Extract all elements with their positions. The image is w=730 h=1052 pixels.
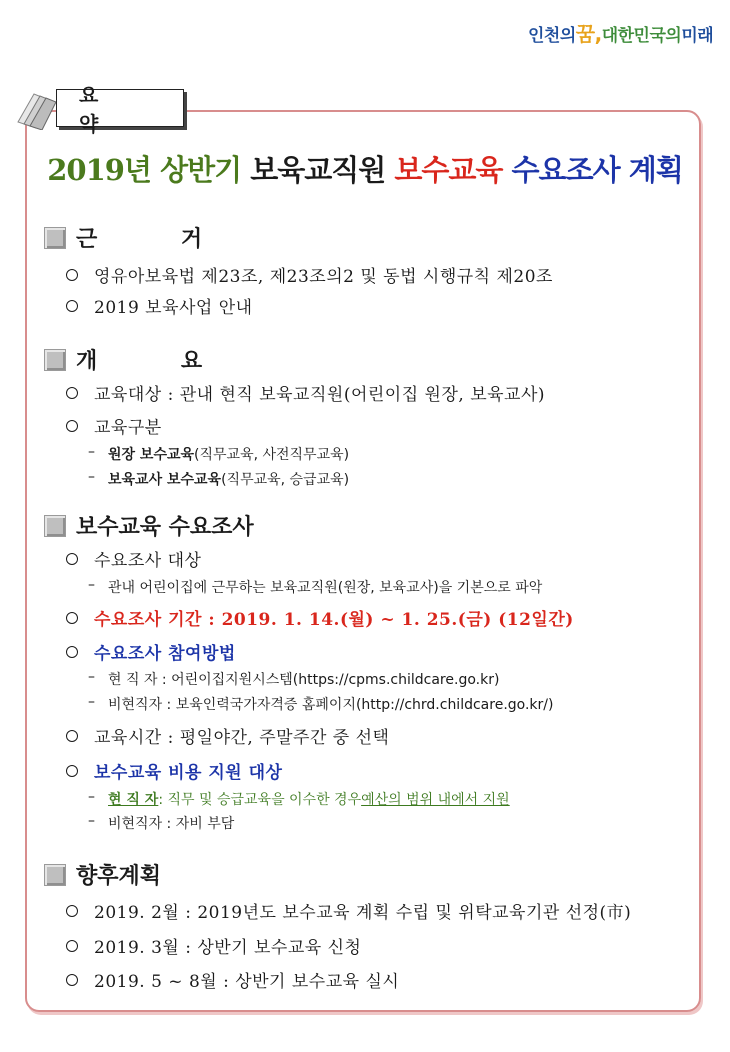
book-icon [14, 88, 60, 130]
list-item: 수요조사 기간 : 2019. 1. 14.(월) ~ 1. 25.(금) (12일간) [66, 605, 574, 630]
list-item: 2019. 2월 : 2019년도 보수교육 계획 수립 및 위탁교육기관 선정(市) [66, 898, 631, 923]
summary-tab: 요 약 [56, 89, 184, 127]
sub-item: – 비현직자 : 자비 부담 [88, 813, 235, 832]
circle-bullet-icon [66, 387, 78, 399]
square-bullet-icon [44, 864, 66, 886]
list-item: 2019 보육사업 안내 [66, 293, 253, 318]
circle-bullet-icon [66, 730, 78, 742]
sub-item: – 현 직 자 : 직무 및 승급교육을 이수한 경우 예산의 범위 내에서 지원 [88, 789, 510, 808]
sub-item: – 현 직 자 : 어린이집지원시스템(https://cpms.childcare.go.kr) [88, 669, 500, 688]
section-survey-heading: 보수교육 수요조사 [44, 510, 254, 541]
list-item: 교육시간 : 평일야간, 주말주간 중 선택 [66, 723, 389, 748]
circle-bullet-icon [66, 765, 78, 777]
section-overview-heading: 개 요 [44, 344, 240, 375]
section-basis-heading: 근 거 [44, 222, 240, 253]
square-bullet-icon [44, 515, 66, 537]
sub-item: – 원장 보수교육 (직무교육, 사전직무교육) [88, 444, 350, 463]
circle-bullet-icon [66, 420, 78, 432]
square-bullet-icon [44, 227, 66, 249]
sub-item: – 보육교사 보수교육 (직무교육, 승급교육) [88, 469, 350, 488]
list-item: 교육대상 : 관내 현직 보육교직원(어린이집 원장, 보육교사) [66, 380, 545, 405]
circle-bullet-icon [66, 300, 78, 312]
list-item: 수요조사 대상 [66, 546, 201, 571]
circle-bullet-icon [66, 612, 78, 624]
list-item: 2019. 3월 : 상반기 보수교육 신청 [66, 933, 361, 958]
page-title: 2019년 상반기 보육교직원 보수교육 수요조사 계획 [47, 153, 683, 187]
list-item: 교육구분 [66, 413, 162, 438]
sub-item: – 관내 어린이집에 근무하는 보육교직원(원장, 보육교사)을 기본으로 파악 [88, 577, 543, 596]
incheon-slogan-logo: 인천의꿈,대한민국의미래 [528, 22, 714, 46]
circle-bullet-icon [66, 940, 78, 952]
sub-item: – 비현직자 : 보육인력국가자격증 홈페이지(http://chrd.childcare.go.kr/) [88, 694, 554, 713]
circle-bullet-icon [66, 905, 78, 917]
list-item: 영유아보육법 제23조, 제23조의2 및 동법 시행규칙 제20조 [66, 262, 553, 287]
list-item: 수요조사 참여방법 [66, 639, 236, 664]
circle-bullet-icon [66, 974, 78, 986]
circle-bullet-icon [66, 646, 78, 658]
list-item: 보수교육 비용 지원 대상 [66, 758, 282, 783]
square-bullet-icon [44, 349, 66, 371]
circle-bullet-icon [66, 553, 78, 565]
circle-bullet-icon [66, 269, 78, 281]
list-item: 2019. 5 ~ 8월 : 상반기 보수교육 실시 [66, 967, 399, 992]
section-plan-heading: 향후계획 [44, 859, 161, 890]
